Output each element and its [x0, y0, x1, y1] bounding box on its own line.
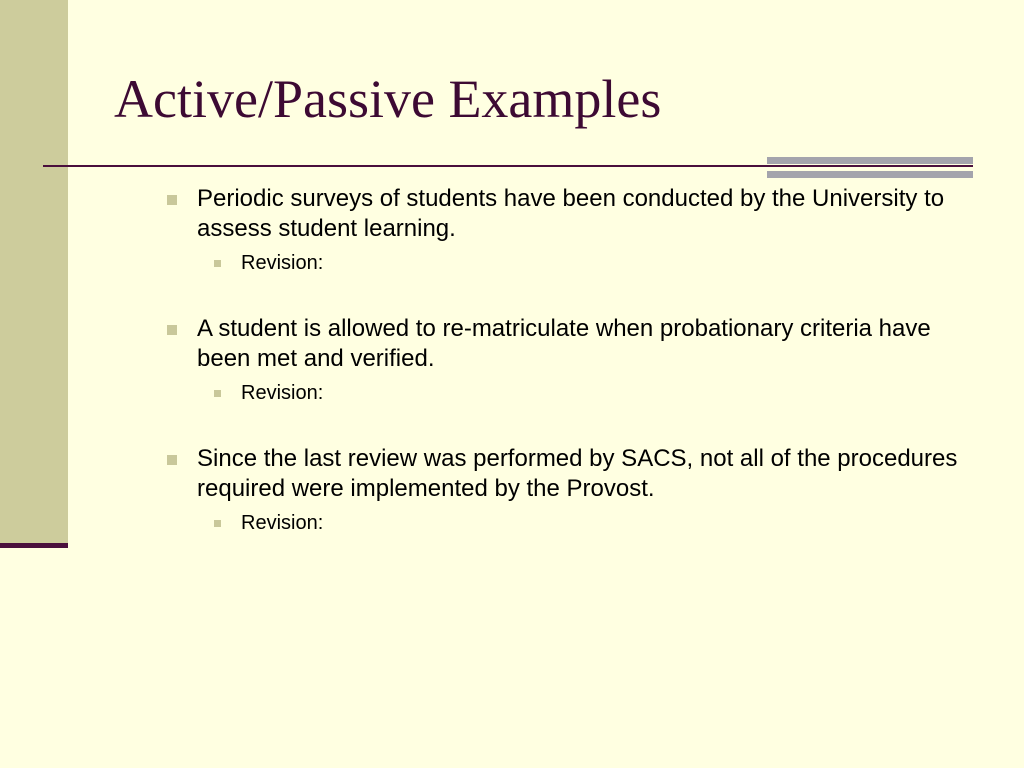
left-decorative-band [0, 0, 68, 543]
square-bullet-icon [167, 455, 177, 465]
bullet-list [165, 184, 965, 574]
sub-bullet-text: Revision: [241, 512, 324, 534]
small-square-bullet-icon [214, 520, 221, 527]
bullet-text: Since the last review was performed by SACS, not all of the procedures required were implemented by the Provost. [197, 445, 958, 502]
slide-title: Active/Passive Examples [114, 69, 662, 129]
bullet-item-1 [165, 184, 965, 278]
bullet-item-3 [165, 444, 965, 538]
square-bullet-icon [167, 325, 177, 335]
bullet-text: A student is allowed to re-matriculate when probationary criteria have been met and verified. [197, 315, 931, 372]
small-square-bullet-icon [214, 260, 221, 267]
sub-bullet-text: Revision: [241, 252, 324, 274]
sub-bullet-text: Revision: [241, 382, 324, 404]
small-square-bullet-icon [214, 390, 221, 397]
bullet-text: Periodic surveys of students have been conducted by the University to assess student learning. [197, 185, 945, 242]
title-accent-stripes [767, 157, 973, 178]
bullet-item-2 [165, 314, 965, 408]
square-bullet-icon [167, 195, 177, 205]
left-accent-bar [0, 543, 68, 548]
